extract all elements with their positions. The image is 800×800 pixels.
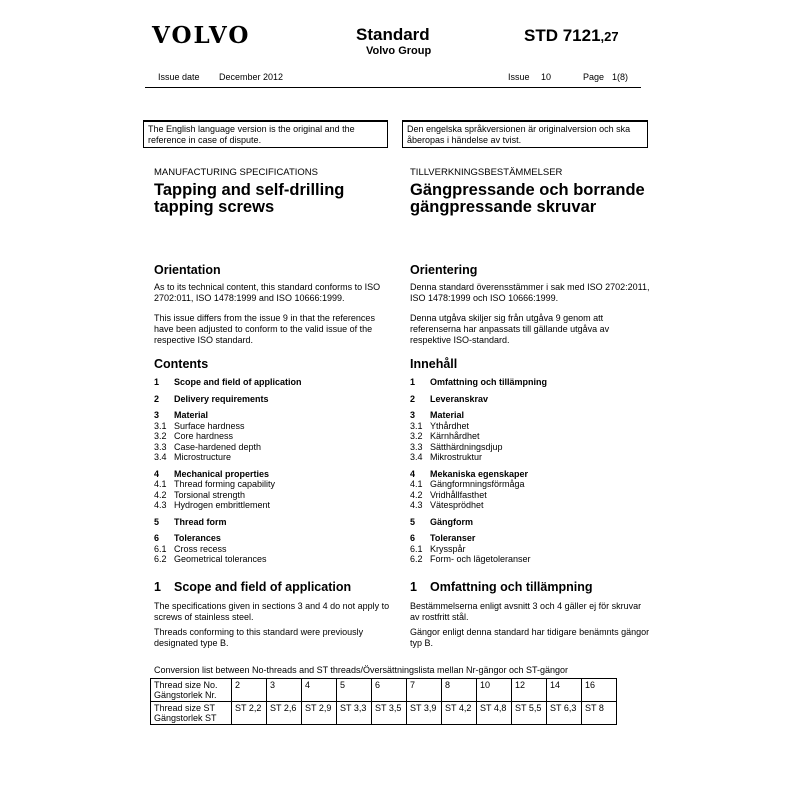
- en-section1-p2: Threads conforming to this standard were previously designated type B.: [154, 627, 364, 648]
- sv-contents-heading: Innehåll: [410, 357, 458, 371]
- table-cell: 7: [407, 679, 442, 702]
- toc-item: 3.2 Core hardness: [154, 431, 234, 441]
- toc-item: 5 Gängform: [410, 516, 474, 527]
- en-orientation-p1: As to its technical content, this standard conforms to ISO 2702:011, ISO 1478:1999 and ISO 10666:1999.: [154, 282, 381, 303]
- toc-item: 6.1 Cross recess: [154, 543, 227, 554]
- sv-section1-heading: 1 Omfattning och tillämpning: [410, 580, 593, 594]
- toc-item: 4.3 Vätesprödhet: [410, 500, 484, 510]
- toc-item: 4.1 Thread forming capability: [154, 479, 276, 489]
- en-title: Tapping and self-drilling tapping screws: [154, 181, 345, 216]
- sv-section1-p1: Bestämmelserna enligt avsnitt 3 och 4 gäller ej för skruvar av rostfritt stål.: [410, 601, 642, 622]
- toc-item: 5 Thread form: [154, 516, 227, 527]
- table-cell: ST 2,9: [302, 702, 337, 725]
- toc-item: 4 Mekaniska egenskaper: [410, 468, 529, 479]
- issue-date: December 2012: [219, 72, 284, 82]
- doc-type: Standard: [356, 25, 430, 44]
- note-box-en: The English language version is the original and the reference in case of dispute.: [143, 120, 388, 148]
- toc-item: 3.3 Case-hardened depth: [154, 441, 262, 452]
- table-cell: 14: [547, 679, 582, 702]
- table-cell: 16: [582, 679, 617, 702]
- table-row: [151, 702, 617, 725]
- toc-item: 4.3 Hydrogen embrittlement: [154, 500, 271, 510]
- toc-item: 6.1 Krysspår: [410, 543, 466, 554]
- toc-item: 2 Delivery requirements: [154, 393, 269, 404]
- row-header: Thread size ST Gängstorlek ST: [151, 702, 232, 725]
- sv-section1-p2: Gängor enligt denna standard har tidigare benämnts gängor typ B.: [410, 627, 650, 648]
- issue-label: Issue: [508, 72, 530, 82]
- toc-item: 3 Material: [410, 410, 465, 420]
- table-cell: ST 4,2: [442, 702, 477, 725]
- toc-item: 6.2 Geometrical tolerances: [154, 554, 267, 564]
- en-column: [154, 167, 394, 216]
- toc-item: 6 Toleranser: [410, 533, 476, 543]
- row-header: Thread size No. Gängstorlek Nr.: [151, 679, 232, 702]
- table-cell: 8: [442, 679, 477, 702]
- toc-item: 3.1 Surface hardness: [154, 420, 245, 431]
- issue-number: 10: [541, 72, 552, 82]
- en-orientation-heading: Orientation: [154, 263, 221, 277]
- en-section1-p1: The specifications given in sections 3 and 4 do not apply to screws of stainless steel.: [154, 601, 390, 622]
- toc-item: 4.2 Torsional strength: [154, 489, 246, 500]
- sv-orientation-p1: Denna standard överensstämmer i sak med ISO 2702:2011, ISO 1478:1999 och ISO 10666:1999.: [410, 282, 650, 303]
- table-row: [151, 679, 617, 702]
- conversion-table: [150, 678, 617, 725]
- toc-item: 2 Leveranskrav: [410, 393, 489, 404]
- std-number-main: STD 7121: [524, 26, 601, 45]
- table-cell: ST 3,9: [407, 702, 442, 725]
- toc-item: 6 Tolerances: [154, 533, 221, 543]
- volvo-logo: VOLVO: [152, 22, 251, 49]
- toc-item: 1 Omfattning och tillämpning: [410, 377, 547, 387]
- std-number-suffix: ,27: [600, 29, 619, 44]
- sv-orientation-heading: Orientering: [410, 263, 478, 277]
- toc-item: 3.2 Kärnhårdhet: [410, 431, 480, 441]
- toc-item: 1 Scope and field of application: [154, 377, 302, 387]
- page-label: Page: [583, 72, 605, 82]
- issue-date-label: Issue date: [158, 72, 200, 82]
- sv-column: [410, 167, 650, 216]
- sv-category: TILLVERKNINGSBESTÄMMELSER: [410, 167, 563, 178]
- table-cell: 3: [267, 679, 302, 702]
- std-number: [524, 26, 619, 46]
- toc-item: 3.4 Mikrostruktur: [410, 452, 483, 462]
- table-cell: ST 2,6: [267, 702, 302, 725]
- table-cell: ST 3,5: [372, 702, 407, 725]
- toc-item: 6.2 Form- och lägetoleranser: [410, 554, 531, 564]
- table-cell: ST 4,8: [477, 702, 512, 725]
- table-cell: ST 5,5: [512, 702, 547, 725]
- sv-title: Gängpressande och borrande gängpressande skruvar: [410, 181, 645, 216]
- header-rule: [145, 87, 641, 88]
- toc-item: 3.1 Ythårdhet: [410, 420, 470, 431]
- table-cell: 12: [512, 679, 547, 702]
- table-cell: 4: [302, 679, 337, 702]
- table-cell: 2: [232, 679, 267, 702]
- page-number: 1(8): [612, 72, 629, 82]
- table-cell: ST 3,3: [337, 702, 372, 725]
- table-cell: ST 8: [582, 702, 617, 725]
- toc-item: 3.3 Sätthärdningsdjup: [410, 441, 503, 452]
- sv-orientation-p2: Denna utgåva skiljer sig från utgåva 9 genom att referenserna har anpassats till gällande utgåva av respektive ISO-standard.: [410, 313, 610, 345]
- toc-item: 4.1 Gängformningsförmåga: [410, 479, 525, 489]
- toc-item: 3.4 Microstructure: [154, 452, 232, 462]
- conversion-caption: Conversion list between No-threads and ST threads/Översättningslista mellan Nr-gängor och ST-gängor: [154, 665, 569, 675]
- en-toc: [154, 377, 394, 565]
- en-contents-heading: Contents: [154, 357, 209, 371]
- en-section1-heading: 1 Scope and field of application: [154, 580, 352, 594]
- sv-toc: [410, 377, 650, 565]
- doc-group: Volvo Group: [366, 45, 432, 57]
- table-cell: ST 2,2: [232, 702, 267, 725]
- en-category: MANUFACTURING SPECIFICATIONS: [154, 167, 318, 178]
- note-box-sv: Den engelska språkversionen är originalversion och ska åberopas i händelse av tvist.: [402, 120, 648, 148]
- en-orientation-p2: This issue differs from the issue 9 in that the references have been adjusted to conform to the valid issue of the respective ISO standard.: [154, 313, 375, 345]
- table-cell: 6: [372, 679, 407, 702]
- table-cell: 10: [477, 679, 512, 702]
- toc-item: 4 Mechanical properties: [154, 468, 270, 479]
- toc-item: 3 Material: [154, 410, 209, 420]
- table-cell: ST 6,3: [547, 702, 582, 725]
- table-cell: 5: [337, 679, 372, 702]
- toc-item: 4.2 Vridhållfasthet: [410, 489, 487, 500]
